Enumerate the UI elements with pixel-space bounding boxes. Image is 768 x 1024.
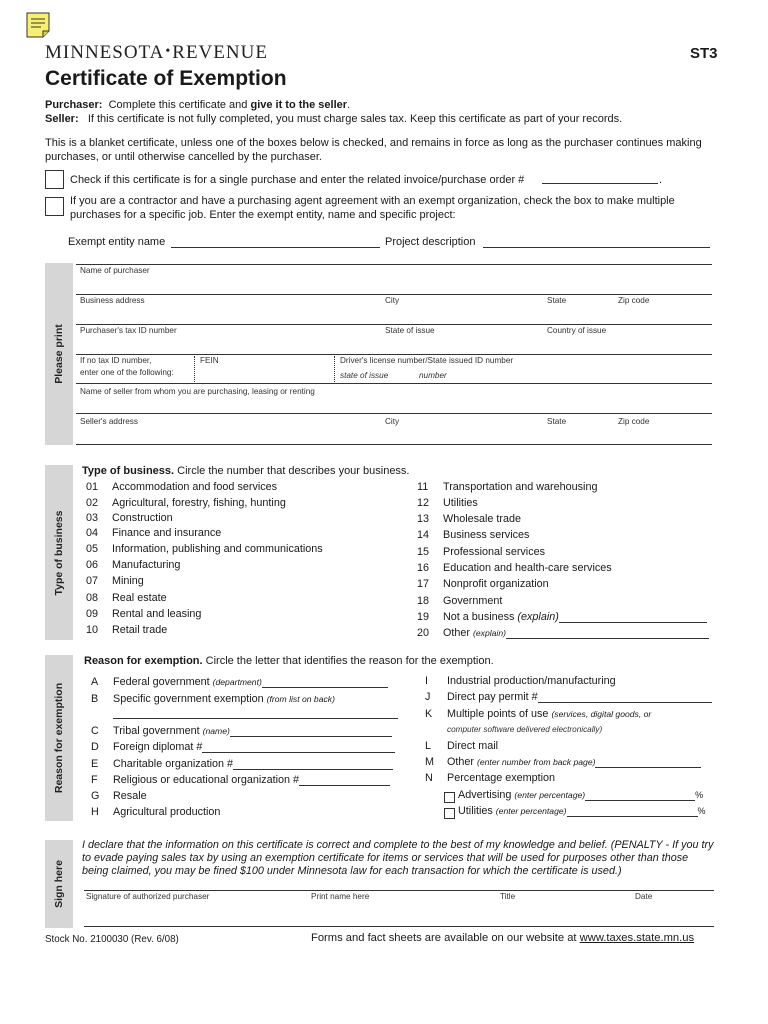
business-item[interactable]: 14 Business services xyxy=(417,529,530,541)
charitable-number-field[interactable] xyxy=(233,760,393,770)
seller-label: Seller: xyxy=(45,113,79,125)
country-of-issue-label: Country of issue xyxy=(547,326,607,335)
no-tax-id-label-2: enter one of the following: xyxy=(80,368,174,377)
business-item[interactable]: 06 Manufacturing xyxy=(86,559,181,571)
exemption-k-note-2: computer software delivered electronically) xyxy=(447,725,603,734)
please-print-label: Please print xyxy=(53,324,65,384)
tax-id-label: Purchaser's tax ID number xyxy=(80,326,177,335)
diplomat-number-field[interactable] xyxy=(202,743,395,753)
exemption-sidebar xyxy=(45,655,73,821)
seller-text: If this certificate is not fully completed, you must charge sales tax. Keep this certificate as part of your records. xyxy=(87,113,623,125)
brand-logo xyxy=(45,42,268,64)
single-purchase-label xyxy=(70,173,524,187)
name-of-purchaser-field[interactable] xyxy=(76,294,712,295)
seller-name-field[interactable] xyxy=(76,413,712,414)
business-type-heading xyxy=(82,464,410,478)
business-item[interactable]: 15 Professional services xyxy=(417,546,546,558)
business-item[interactable]: 04 Finance and insurance xyxy=(86,527,222,539)
seller-city-label: City xyxy=(385,417,400,426)
advertising-checkbox[interactable] xyxy=(444,792,455,803)
fein-label: FEIN xyxy=(200,356,219,365)
seller-state-label: State xyxy=(547,417,567,426)
religious-number-field[interactable] xyxy=(299,776,390,786)
city-label: City xyxy=(385,296,400,305)
exemption-e[interactable]: E Charitable organization # xyxy=(91,758,393,770)
exemption-m[interactable]: M Other (enter number from back page) xyxy=(425,756,701,768)
business-address-field[interactable] xyxy=(76,324,712,325)
exemption-heading-bold: Reason for exemption. xyxy=(84,655,203,667)
exemption-c[interactable]: C Tribal government (name) xyxy=(91,725,392,737)
exemption-side-label: Reason for exemption xyxy=(53,682,65,794)
purchaser-end: . xyxy=(347,99,351,111)
not-a-business-field[interactable] xyxy=(559,613,707,623)
business-type-sidebar xyxy=(45,465,73,640)
business-item[interactable]: 16 Education and health-care services xyxy=(417,562,612,574)
business-item[interactable]: 02 Agricultural, forestry, fishing, hunting xyxy=(86,497,286,509)
advertising-percent-field[interactable] xyxy=(585,791,695,801)
fein-divider xyxy=(194,356,195,382)
business-item[interactable]: 17 Nonprofit organization xyxy=(417,578,549,590)
sign-here-sidebar xyxy=(45,840,73,928)
exemption-n[interactable]: N Percentage exemption xyxy=(425,772,556,784)
single-purchase-checkbox[interactable] xyxy=(45,170,64,189)
business-item[interactable]: 05 Information, publishing and communications xyxy=(86,543,323,555)
id-number-field[interactable] xyxy=(76,383,712,384)
business-item[interactable]: 07 Mining xyxy=(86,575,144,587)
print-name-label: Print name here xyxy=(311,892,370,901)
business-type-heading-text: Circle the number that describes your business. xyxy=(177,465,410,477)
tribal-name-field[interactable] xyxy=(230,727,392,737)
business-item[interactable]: 01 Accommodation and food services xyxy=(86,481,278,493)
exemption-k[interactable]: K Multiple points of use (services, digital goods, or xyxy=(425,708,652,720)
business-item[interactable]: 13 Wholesale trade xyxy=(417,513,522,525)
dl-divider xyxy=(334,356,335,382)
please-print-sidebar xyxy=(45,263,73,445)
declaration-text: I declare that the information on this certificate is correct and complete to the best of my knowledge and belief. (PENALTY - If you try to evade paying sales tax by using an exemption certificate for items or services that will be used for purposes other than those being claimed, you may be fined $100 under Minnesota law for each transaction for which the certificate is used.) xyxy=(82,839,714,878)
tax-id-field[interactable] xyxy=(76,354,712,355)
business-item[interactable]: 09 Rental and leasing xyxy=(86,608,202,620)
forms-text: Forms and fact sheets are available on our website at xyxy=(311,932,577,944)
note-icon[interactable] xyxy=(26,12,50,38)
business-type-side-label: Type of business xyxy=(53,510,65,595)
contractor-checkbox[interactable] xyxy=(45,197,64,216)
form-number: ST3 xyxy=(690,45,718,62)
exemption-f[interactable]: F Religious or educational organization # xyxy=(91,774,390,786)
brand-right: REVENUE xyxy=(172,42,268,63)
seller-name-label: Name of seller from whom you are purchasing, leasing or renting xyxy=(80,387,315,396)
business-item-not-a-business[interactable]: 19 Not a business (explain) xyxy=(417,611,707,623)
exemption-a[interactable]: A Federal government (department) xyxy=(91,676,388,688)
business-address-label: Business address xyxy=(80,296,145,305)
exemption-j[interactable]: J Direct pay permit # xyxy=(425,691,712,703)
advertising-row: Advertising (enter percentage) % xyxy=(458,789,704,801)
exemption-i[interactable]: I Industrial production/manufacturing xyxy=(425,675,616,687)
brand-dot: • xyxy=(165,44,172,59)
exemption-h[interactable]: H Agricultural production xyxy=(91,806,221,818)
project-description-field[interactable] xyxy=(483,247,710,248)
contractor-text: If you are a contractor and have a purchasing agent agreement with an exempt organization, check the box to make multiple purchases for a specific job. Enter the exempt entity, name and specific project: xyxy=(70,195,675,221)
website-link[interactable]: www.taxes.state.mn.us xyxy=(579,932,695,944)
utilities-percent-field[interactable] xyxy=(567,807,698,817)
stock-number: Stock No. 2100030 (Rev. 6/08) xyxy=(45,934,179,945)
date-label: Date xyxy=(635,892,653,901)
zip-label: Zip code xyxy=(618,296,650,305)
purchaser-instruction xyxy=(45,98,350,112)
business-item[interactable]: 12 Utilities xyxy=(417,497,478,509)
other-exemption-field[interactable] xyxy=(595,758,701,768)
purchaser-label: Purchaser: xyxy=(45,99,103,111)
purchaser-top-line xyxy=(76,264,712,265)
exempt-entity-field[interactable] xyxy=(171,247,380,248)
government-exemption-field[interactable] xyxy=(113,718,398,719)
other-business-field[interactable] xyxy=(506,629,709,639)
purchaser-text: Complete this certificate and xyxy=(108,99,248,111)
drivers-license-label: Driver's license number/State issued ID number xyxy=(340,356,514,365)
single-purchase-end: . xyxy=(659,174,663,186)
signature-label: Signature of authorized purchaser xyxy=(86,892,210,901)
business-item[interactable]: 03 Construction xyxy=(86,512,173,524)
invoice-number-field[interactable] xyxy=(542,183,658,184)
sign-here-label: Sign here xyxy=(53,860,65,908)
title-label: Title xyxy=(500,892,516,901)
dl-state-label: state of issue xyxy=(340,371,389,380)
exemption-b[interactable]: B Specific government exemption (from list on back) xyxy=(91,693,335,705)
name-of-purchaser-label: Name of purchaser xyxy=(80,266,150,275)
seller-instruction xyxy=(45,112,622,126)
page-title: Certificate of Exemption xyxy=(45,67,287,90)
exempt-entity-label: Exempt entity name xyxy=(68,236,166,248)
footer-text xyxy=(311,932,694,944)
business-item[interactable]: 11 Transportation and warehousing xyxy=(417,481,598,493)
business-item[interactable]: 08 Real estate xyxy=(86,592,167,604)
no-tax-id-label-1: If no tax ID number, xyxy=(80,356,152,365)
exemption-d[interactable]: D Foreign diplomat # xyxy=(91,741,395,753)
business-type-heading-bold: Type of business. xyxy=(82,465,175,477)
dl-number-label: number xyxy=(419,371,447,380)
exemption-heading-text: Circle the letter that identifies the reason for the exemption. xyxy=(205,655,494,667)
department-field[interactable] xyxy=(262,678,388,688)
business-item[interactable]: 18 Government xyxy=(417,595,503,607)
blanket-text: This is a blanket certificate, unless one of the boxes below is checked, and remains in force as long as the purchaser continues making purchases, or until otherwise cancelled by the purchaser. xyxy=(45,137,702,163)
business-item[interactable]: 10 Retail trade xyxy=(86,624,168,636)
state-of-issue-label: State of issue xyxy=(385,326,435,335)
business-item-other[interactable]: 20 Other (explain) xyxy=(417,627,709,639)
exemption-g[interactable]: G Resale xyxy=(91,790,147,802)
direct-pay-permit-field[interactable] xyxy=(538,693,712,703)
seller-address-label: Seller's address xyxy=(80,417,138,426)
seller-address-field[interactable] xyxy=(76,444,712,445)
brand-left: MINNESOTA xyxy=(45,42,165,63)
signature-field[interactable] xyxy=(84,926,714,927)
utilities-checkbox[interactable] xyxy=(444,808,455,819)
purchaser-bold: give it to the seller xyxy=(250,99,348,111)
project-label: Project description xyxy=(385,236,476,248)
seller-zip-label: Zip code xyxy=(618,417,650,426)
utilities-row: Utilities (enter percentage) % xyxy=(458,805,706,817)
exemption-l[interactable]: L Direct mail xyxy=(425,740,498,752)
single-purchase-text: Check if this certificate is for a single purchase and enter the related invoice/purchase order # xyxy=(70,174,525,186)
state-label: State xyxy=(547,296,567,305)
exemption-heading xyxy=(84,654,494,668)
signature-top-line xyxy=(84,890,714,891)
